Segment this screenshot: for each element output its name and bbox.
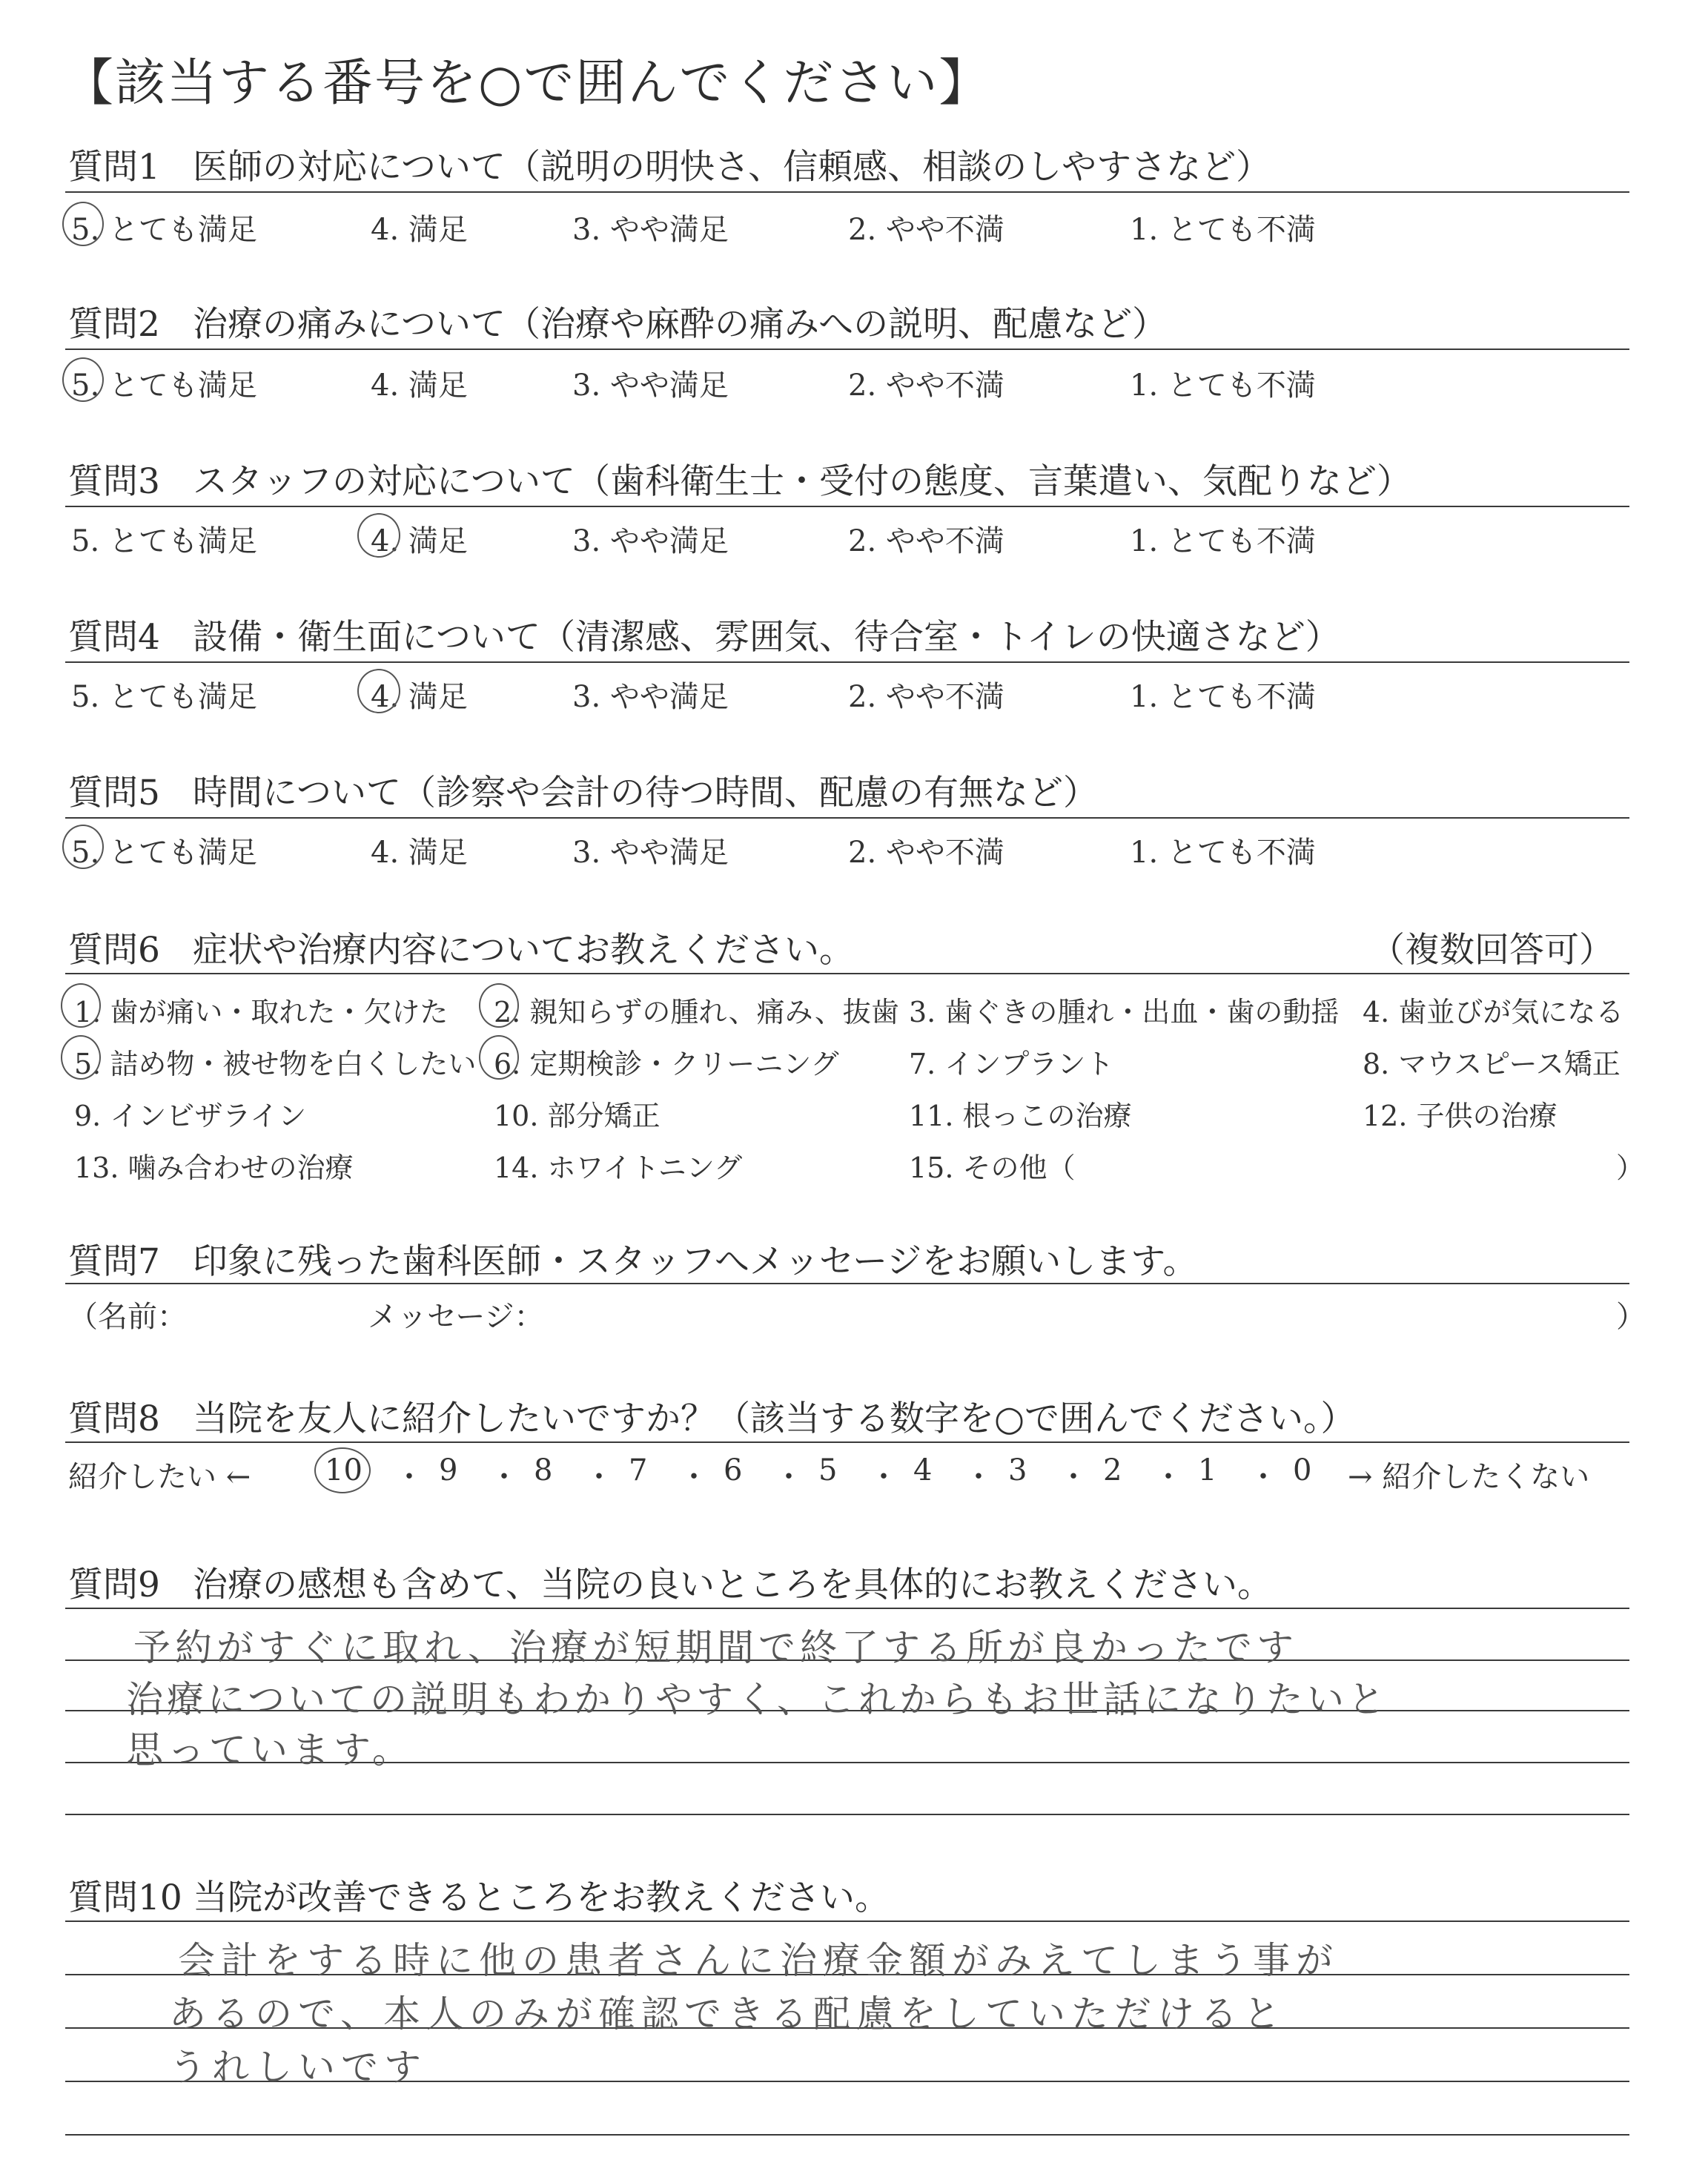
question-text: 設備・衛生面について（清潔感、雰囲気、待合室・トイレの快適さなど） xyxy=(193,617,1340,658)
question-text: 症状や治療内容についてお教えください。 xyxy=(193,930,855,971)
answer-line xyxy=(65,1608,1629,1609)
scale-5[interactable]: 5 xyxy=(818,1453,838,1487)
q6-option-8[interactable]: 8. マウスピース矯正 xyxy=(1363,1048,1621,1080)
scale-1[interactable]: 1 xyxy=(1198,1453,1217,1487)
answer-line xyxy=(65,2134,1629,2136)
question-text: 医師の対応について（説明の明快さ、信頼感、相談のしやすさなど） xyxy=(193,147,1271,188)
q1-option-3[interactable]: 3. やや満足 xyxy=(572,213,729,247)
question-6 xyxy=(68,922,854,972)
divider xyxy=(65,817,1629,819)
recommend-left-label: 紹介したい ← xyxy=(68,1460,251,1494)
question-text: 治療の痛みについて（治療や麻酔の痛みへの説明、配慮など） xyxy=(193,304,1168,345)
q1-option-5[interactable]: 5. とても満足 xyxy=(71,213,257,247)
q6-option-6[interactable]: 6. 定期検診・クリーニング xyxy=(494,1048,839,1080)
q4-option-4[interactable]: 4. 満足 xyxy=(371,680,468,714)
q4-option-1[interactable]: 1. とても不満 xyxy=(1130,680,1316,714)
question-4 xyxy=(68,610,1340,659)
divider xyxy=(65,973,1629,974)
question-3 xyxy=(68,454,1411,503)
divider xyxy=(65,661,1629,663)
q6-option-5[interactable]: 5. 詰め物・被せ物を白くしたい xyxy=(74,1048,477,1080)
survey-heading: 【該当する番号を○で囲んでください】 xyxy=(63,54,991,113)
q3-option-1[interactable]: 1. とても不満 xyxy=(1130,524,1316,558)
divider xyxy=(65,349,1629,350)
scale-separator: ・ xyxy=(869,1460,898,1494)
scale-6[interactable]: 6 xyxy=(724,1453,743,1487)
recommend-right-label: → 紹介したくない xyxy=(1348,1460,1590,1494)
q6-option-10[interactable]: 10. 部分矯正 xyxy=(494,1100,661,1132)
q2-option-3[interactable]: 3. やや満足 xyxy=(572,369,729,403)
answer-line xyxy=(65,1814,1629,1815)
question-number: 質問7 xyxy=(68,1241,160,1282)
q9-answer-line-2: 治療についての説明もわかりやすく、これからもお世話になりたいと xyxy=(126,1678,1388,1721)
question-text: 印象に残った歯科医師・スタッフへメッセージをお願いします。 xyxy=(193,1241,1198,1282)
scale-4[interactable]: 4 xyxy=(913,1453,933,1487)
q6-option-9[interactable]: 9. インビザライン xyxy=(74,1100,307,1132)
q2-option-5[interactable]: 5. とても満足 xyxy=(71,369,257,403)
selection-circle xyxy=(479,983,519,1028)
selection-circle xyxy=(62,825,104,869)
q6-option-3[interactable]: 3. 歯ぐきの腫れ・出血・歯の動揺 xyxy=(909,996,1340,1028)
q9-answer-line-3: 思っています。 xyxy=(126,1728,414,1771)
q5-option-5[interactable]: 5. とても満足 xyxy=(71,836,257,870)
multiple-answer-note: （複数回答可） xyxy=(1370,930,1614,971)
question-text: 時間について（診察や会計の待つ時間、配慮の有無など） xyxy=(193,773,1099,813)
q2-option-2[interactable]: 2. やや不満 xyxy=(848,369,1004,403)
scale-separator: ・ xyxy=(964,1460,993,1494)
scale-separator: ・ xyxy=(1153,1460,1183,1494)
scale-separator: ・ xyxy=(679,1460,709,1494)
q5-option-3[interactable]: 3. やや満足 xyxy=(572,836,729,870)
selection-circle xyxy=(62,357,104,402)
question-text: 当院を友人に紹介したいですか？（該当する数字を○で囲んでください。） xyxy=(193,1398,1356,1439)
selection-circle xyxy=(62,202,104,246)
question-8 xyxy=(68,1391,1356,1441)
q5-option-4[interactable]: 4. 満足 xyxy=(371,836,468,870)
scale-separator: ・ xyxy=(489,1460,519,1494)
q6-option-2[interactable]: 2. 親知らずの腫れ、痛み、抜歯 xyxy=(494,996,899,1028)
question-1 xyxy=(68,139,1271,189)
question-number: 質問3 xyxy=(68,461,160,502)
scale-separator: ・ xyxy=(1248,1460,1278,1494)
q3-option-3[interactable]: 3. やや満足 xyxy=(572,524,729,558)
q4-option-3[interactable]: 3. やや満足 xyxy=(572,680,729,714)
divider xyxy=(65,1283,1629,1284)
question-text: 治療の感想も含めて、当院の良いところを具体的にお教えください。 xyxy=(193,1565,1273,1605)
q6-option-14[interactable]: 14. ホワイトニング xyxy=(494,1152,743,1184)
q6-option-4[interactable]: 4. 歯並びが気になる xyxy=(1363,996,1624,1028)
q10-answer-line-2: あるので、本人のみが確認できる配慮をしていただけると xyxy=(169,1992,1286,2035)
q6-option-11[interactable]: 11. 根っこの治療 xyxy=(909,1100,1132,1132)
q5-option-2[interactable]: 2. やや不満 xyxy=(848,836,1004,870)
message-close: ） xyxy=(1616,1300,1646,1334)
question-number: 質問2 xyxy=(68,304,160,345)
q3-option-2[interactable]: 2. やや不満 xyxy=(848,524,1004,558)
selection-circle xyxy=(61,983,101,1028)
scale-separator: ・ xyxy=(584,1460,614,1494)
selection-circle xyxy=(357,669,400,713)
question-number: 質問4 xyxy=(68,617,160,658)
q6-other-close: ） xyxy=(1616,1152,1645,1184)
scale-9[interactable]: 9 xyxy=(439,1453,458,1487)
selection-circle xyxy=(314,1447,371,1493)
question-10 xyxy=(68,1870,890,1920)
q6-option-13[interactable]: 13. 噛み合わせの治療 xyxy=(74,1152,354,1184)
question-number: 質問8 xyxy=(68,1398,160,1439)
question-5 xyxy=(68,765,1098,815)
q6-option-12[interactable]: 12. 子供の治療 xyxy=(1363,1100,1558,1132)
question-number: 質問6 xyxy=(68,930,160,971)
divider xyxy=(65,191,1629,193)
question-number: 質問9 xyxy=(68,1565,160,1605)
scale-separator: ・ xyxy=(1059,1460,1088,1494)
selection-circle xyxy=(357,513,400,558)
scale-0[interactable]: 0 xyxy=(1293,1453,1312,1487)
question-text: スタッフの対応について（歯科衛生士・受付の態度、言葉遣い、気配りなど） xyxy=(193,461,1412,502)
q3-option-5[interactable]: 5. とても満足 xyxy=(71,524,257,558)
q6-option-1[interactable]: 1. 歯が痛い・取れた・欠けた xyxy=(74,996,448,1028)
answer-line xyxy=(65,1920,1629,1922)
question-2 xyxy=(68,297,1167,346)
q1-option-1[interactable]: 1. とても不満 xyxy=(1130,213,1316,247)
scale-2[interactable]: 2 xyxy=(1103,1453,1122,1487)
selection-circle xyxy=(479,1035,519,1080)
divider xyxy=(65,506,1629,507)
q2-option-1[interactable]: 1. とても不満 xyxy=(1130,369,1316,403)
q5-option-1[interactable]: 1. とても不満 xyxy=(1130,836,1316,870)
q6-option-15[interactable]: 15. その他（ xyxy=(909,1152,1076,1184)
q1-option-4[interactable]: 4. 満足 xyxy=(371,213,468,247)
scale-10[interactable]: 10 xyxy=(325,1453,363,1487)
scale-7[interactable]: 7 xyxy=(629,1453,648,1487)
divider xyxy=(65,1441,1629,1443)
question-number: 質問10 xyxy=(68,1877,182,1918)
q1-option-2[interactable]: 2. やや不満 xyxy=(848,213,1004,247)
q10-answer-line-3: うれしいです xyxy=(169,2046,427,2089)
question-number: 質問1 xyxy=(68,147,160,188)
scale-3[interactable]: 3 xyxy=(1008,1453,1027,1487)
question-9 xyxy=(68,1557,1272,1607)
scale-8[interactable]: 8 xyxy=(534,1453,553,1487)
question-number: 質問5 xyxy=(68,773,160,813)
q4-option-5[interactable]: 5. とても満足 xyxy=(71,680,257,714)
q9-answer-line-1: 予約がすぐに取れ、治療が短期間で終了する所が良かったです xyxy=(133,1626,1298,1669)
scale-separator: ・ xyxy=(774,1460,804,1494)
message-label: メッセージ： xyxy=(368,1300,544,1334)
question-7 xyxy=(68,1234,1197,1284)
question-text: 当院が改善できるところをお教えください。 xyxy=(193,1877,890,1918)
name-label: （名前： xyxy=(68,1300,187,1334)
selection-circle xyxy=(61,1035,101,1080)
q2-option-4[interactable]: 4. 満足 xyxy=(371,369,468,403)
scale-separator: ・ xyxy=(394,1460,424,1494)
q6-option-7[interactable]: 7. インプラント xyxy=(909,1048,1114,1080)
q10-answer-line-1: 会計をする時に他の患者さんに治療金額がみえてしまう事が xyxy=(178,1939,1339,1982)
q3-option-4[interactable]: 4. 満足 xyxy=(371,524,468,558)
q4-option-2[interactable]: 2. やや不満 xyxy=(848,680,1004,714)
